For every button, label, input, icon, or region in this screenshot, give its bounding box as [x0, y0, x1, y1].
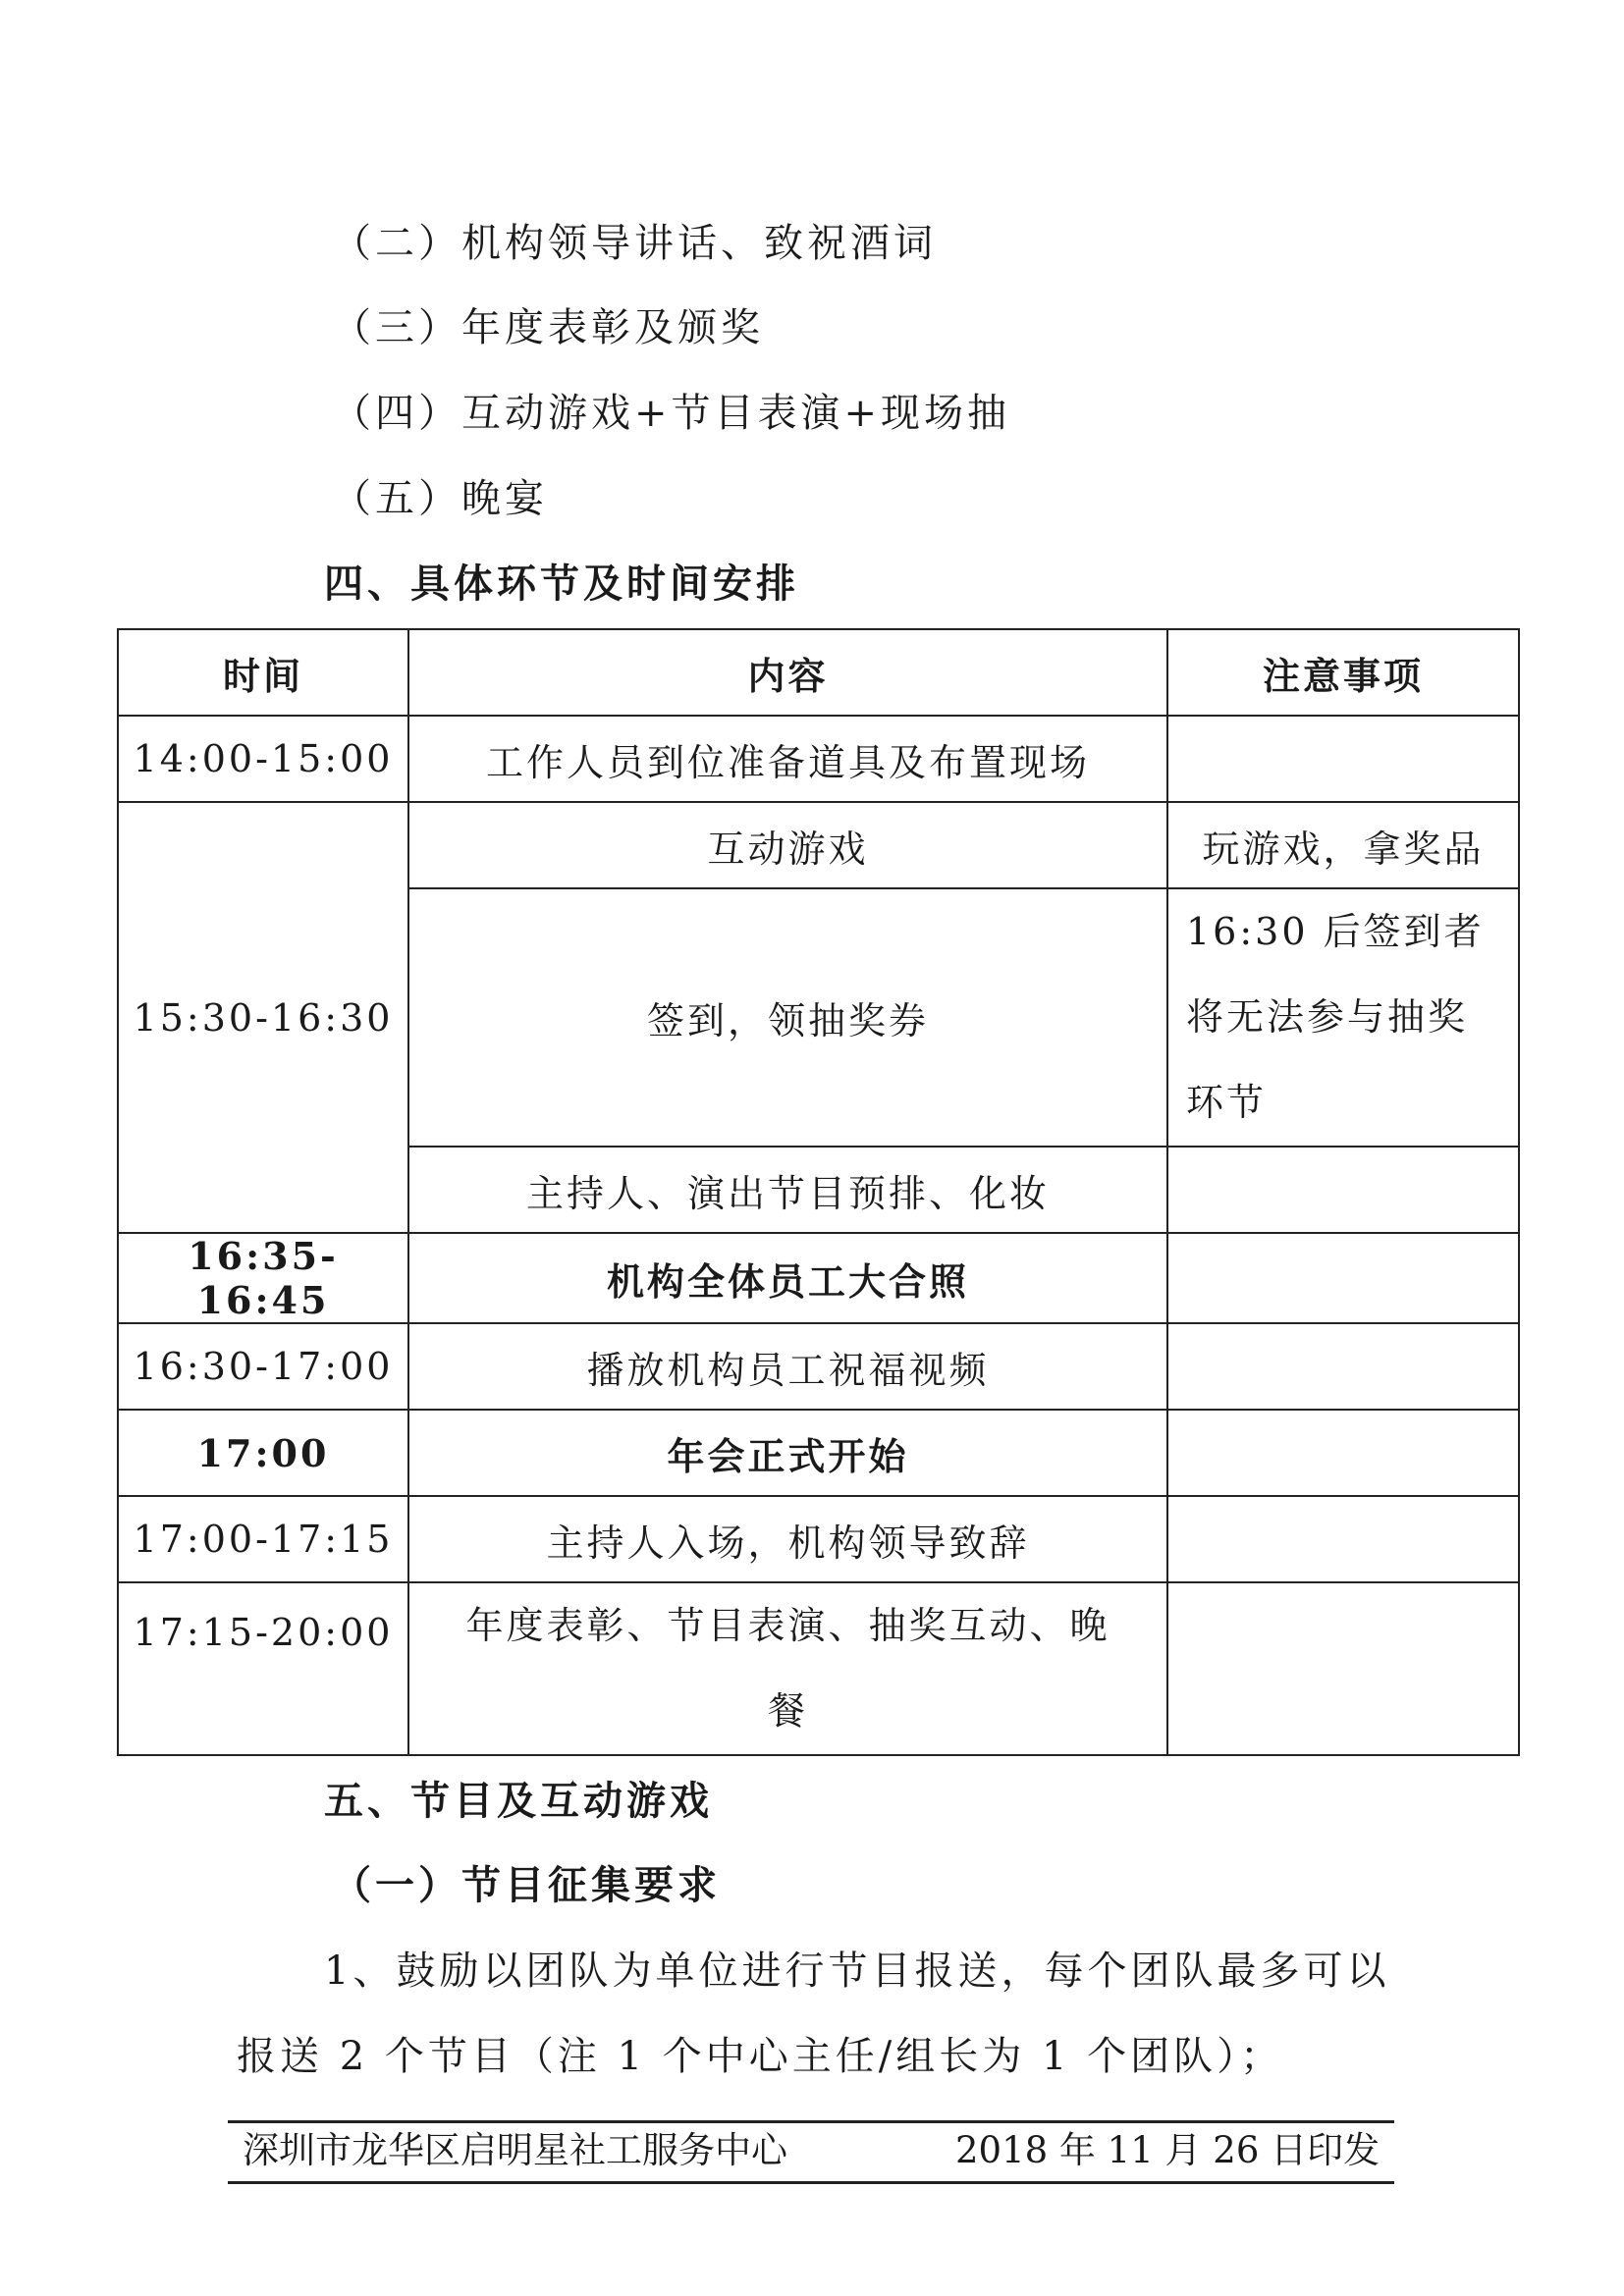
table-row — [118, 802, 1519, 888]
table-row — [118, 1582, 1519, 1755]
header-time: 时间 — [118, 629, 408, 716]
agenda-item-3: （三）年度表彰及颁奖 — [332, 305, 764, 350]
agenda-item-5: （五）晚宴 — [332, 476, 548, 521]
schedule-table — [117, 628, 1520, 1756]
row-time: 16:30-17:00 — [118, 1323, 408, 1410]
row-time: 15:30-16:30 — [118, 802, 408, 1233]
content-line: 餐 — [767, 1689, 808, 1733]
row-content: 签到，领抽奖券 — [408, 888, 1167, 1147]
table-header-row — [118, 629, 1519, 716]
subsection-1-heading: （一）节目征集要求 — [332, 1862, 721, 1908]
row-notes-multiline — [1167, 888, 1519, 1147]
row-time: 17:15-20:00 — [118, 1582, 408, 1755]
footer-issue-date: 2018 年 11 月 26 日印发 — [955, 2129, 1380, 2171]
note-line: 将无法参与抽奖 — [1186, 995, 1469, 1039]
section-4-heading: 四、具体环节及时间安排 — [324, 561, 799, 607]
row-time: 17:00 — [118, 1410, 408, 1496]
row-notes — [1167, 1582, 1519, 1755]
section-5-heading: 五、节目及互动游戏 — [324, 1778, 713, 1824]
row-content: 主持人入场，机构领导致辞 — [408, 1496, 1167, 1582]
row-content: 主持人、演出节目预排、化妆 — [408, 1147, 1167, 1233]
header-notes: 注意事项 — [1167, 629, 1519, 716]
paragraph-1-line-2: 报送 2 个节目（注 1 个中心主任/组长为 1 个团队）； — [237, 2034, 1284, 2079]
row-content: 工作人员到位准备道具及布置现场 — [408, 716, 1167, 802]
note-line: 环节 — [1186, 1081, 1268, 1124]
row-notes — [1167, 1496, 1519, 1582]
row-notes — [1167, 1410, 1519, 1496]
table-row — [118, 1410, 1519, 1496]
header-content: 内容 — [408, 629, 1167, 716]
row-content-multiline — [408, 1582, 1167, 1755]
table-row — [118, 1233, 1519, 1323]
row-time: 16:35-16:45 — [118, 1233, 408, 1323]
content-line: 年度表彰、节目表演、抽奖互动、晚 — [465, 1604, 1110, 1647]
footer-top-rule — [228, 2120, 1394, 2123]
row-notes — [1167, 1233, 1519, 1323]
note-line: 16:30 后签到者 — [1186, 910, 1485, 953]
footer-bottom-rule — [228, 2181, 1394, 2184]
row-content: 年会正式开始 — [408, 1410, 1167, 1496]
table-row — [118, 1496, 1519, 1582]
row-notes — [1167, 1323, 1519, 1410]
row-notes — [1167, 716, 1519, 802]
row-notes: 玩游戏，拿奖品 — [1167, 802, 1519, 888]
table-row — [118, 716, 1519, 802]
footer-organization: 深圳市龙华区启明星社工服务中心 — [243, 2129, 787, 2171]
row-time: 14:00-15:00 — [118, 716, 408, 802]
row-content: 互动游戏 — [408, 802, 1167, 888]
row-content: 机构全体员工大合照 — [408, 1233, 1167, 1323]
agenda-item-2: （二）机构领导讲话、致祝酒词 — [332, 221, 937, 266]
table-row — [118, 1323, 1519, 1410]
row-time: 17:00-17:15 — [118, 1496, 408, 1582]
row-content: 播放机构员工祝福视频 — [408, 1323, 1167, 1410]
agenda-item-4: （四）互动游戏+节目表演+现场抽 — [332, 391, 1011, 436]
row-notes — [1167, 1147, 1519, 1233]
paragraph-1-line-1: 1、鼓励以团队为单位进行节目报送，每个团队最多可以 — [324, 1949, 1390, 1994]
